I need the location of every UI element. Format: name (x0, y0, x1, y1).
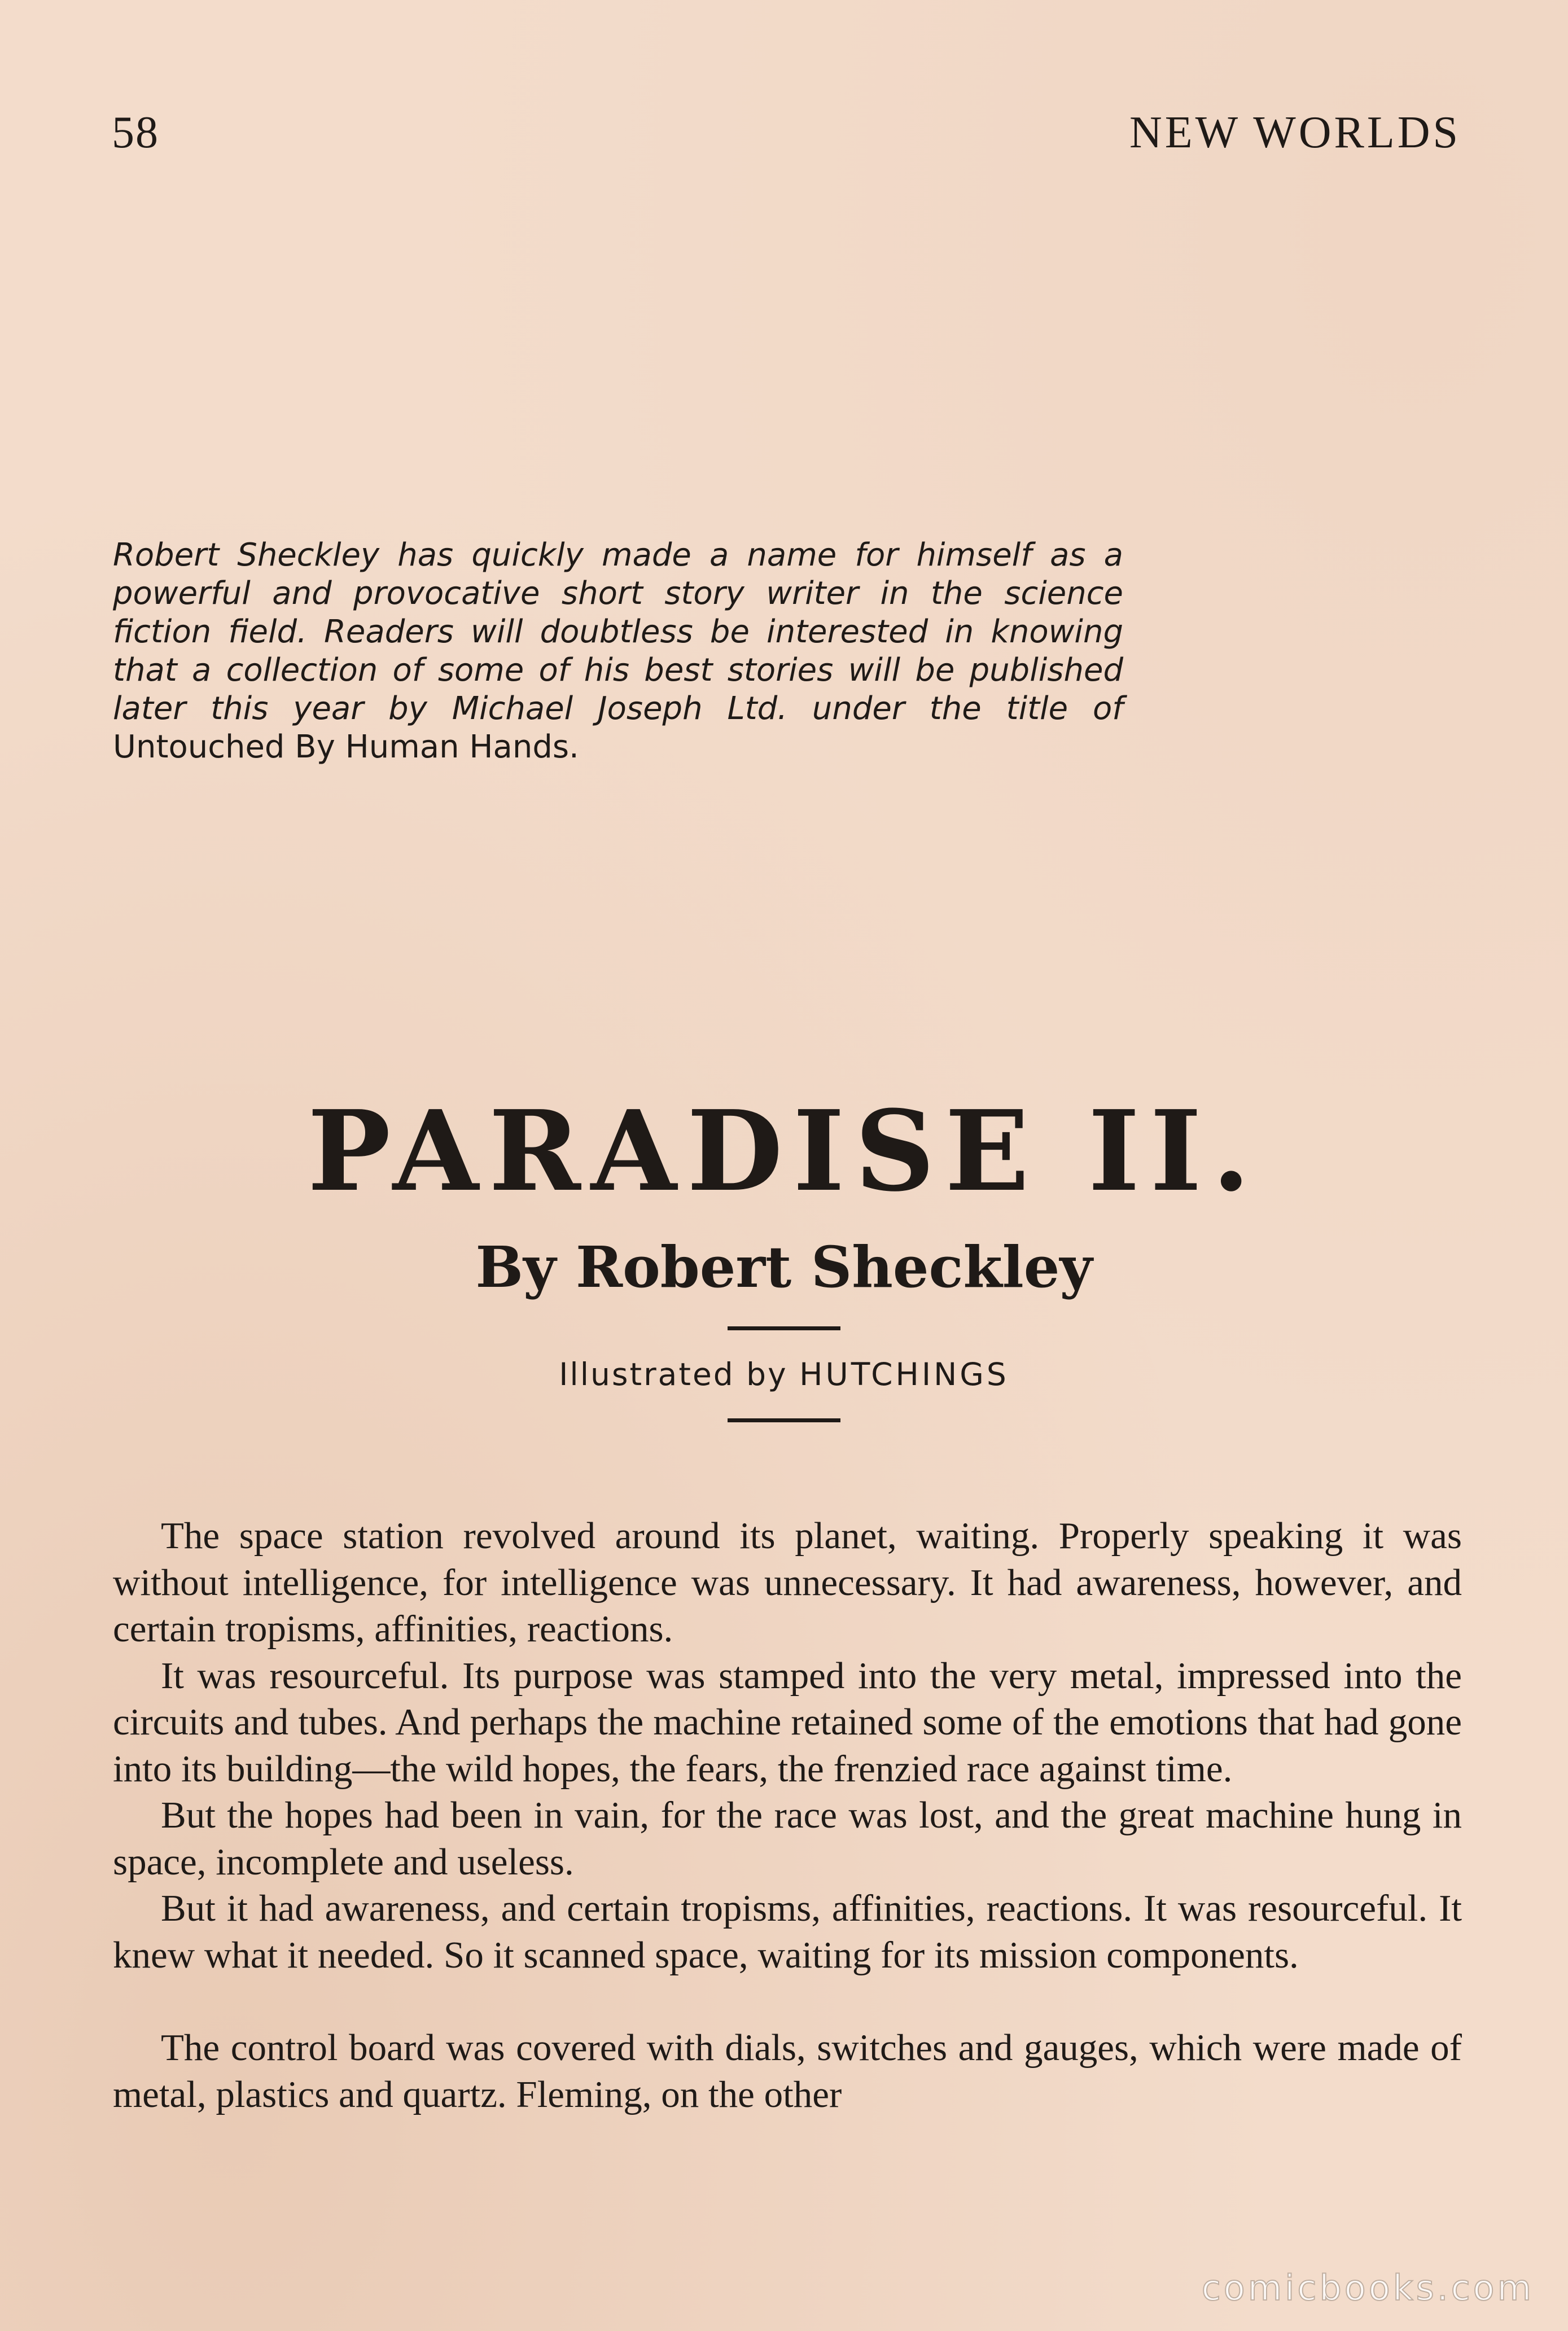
intro-note-text: Robert Sheckley has quickly made a name for himself as a powerful and provocative short story writer in the science fiction field. Readers will doubtless be interested in knowing that a collection of some of his best stories will be published later this year by Michael Joseph Ltd. under the title of (113, 537, 1123, 727)
illustrator-credit (0, 1352, 1568, 1397)
story-body (113, 1513, 1462, 2118)
site-watermark: comicbooks.com (1201, 2267, 1534, 2308)
page-header (112, 107, 1461, 169)
story-title-block (0, 1084, 1568, 1422)
title-rule-top (728, 1326, 840, 1330)
body-paragraph: The control board was covered with dials, switches and gauges, which were made of metal, plastics and quartz. Fleming, on the other (113, 2027, 1462, 2115)
running-head: NEW WORLDS (1129, 108, 1461, 157)
story-byline: By Robert Sheckley (475, 1234, 1093, 1300)
page-number: 58 (112, 108, 159, 157)
illustrator-name: HUTCHINGS (799, 1356, 1009, 1392)
title-rule-bottom (728, 1418, 840, 1422)
body-paragraph: But it had awareness, and certain tropisms, affinities, reactions. It was resourceful. It knew what it needed. So it scanned space, waiting for its mission components. (113, 1887, 1462, 1976)
author-intro-note (113, 536, 1123, 766)
book-title: Untouched By Human Hands. (113, 729, 579, 765)
body-paragraph: But the hopes had been in vain, for the race was lost, and the great machine hung in space, incomplete and useless. (113, 1794, 1462, 1883)
illustrated-by-label: Illustrated by (559, 1356, 800, 1392)
story-title: PARADISE II. (307, 1086, 1261, 1216)
body-paragraph: It was resourceful. Its purpose was stamped into the very metal, impressed into the circuits and tubes. And perhaps the machine retained some of the emotions that had gone into its building—the wild hopes, the fears, the frenzied race against time. (113, 1654, 1462, 1790)
body-paragraph: The space station revolved around its planet, waiting. Properly speaking it was without intelligence, for intelligence was unnecessary. It had awareness, however, and certain tropisms, affinities, reactions. (113, 1515, 1462, 1650)
